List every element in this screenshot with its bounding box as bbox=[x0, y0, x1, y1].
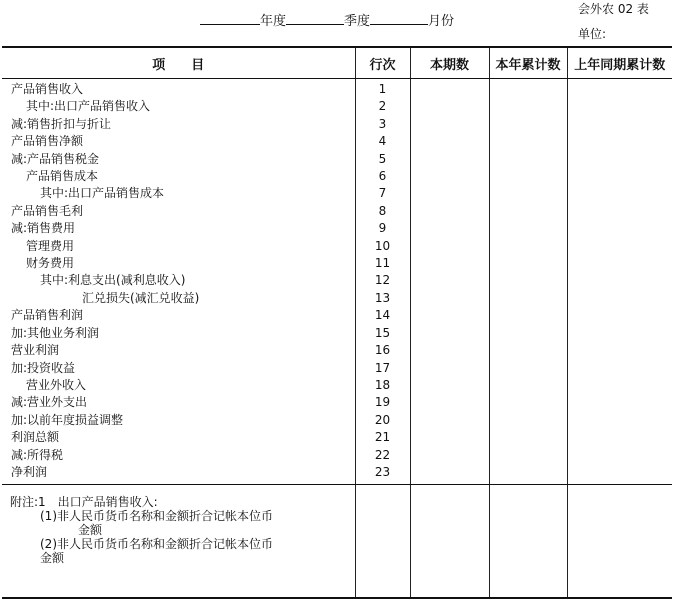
year-label: 年度 bbox=[260, 14, 287, 29]
cell-prior-ytd[interactable] bbox=[567, 203, 672, 220]
row-item: 其中:出口产品销售收入 bbox=[2, 98, 355, 115]
note-item-1-line2: 金额 bbox=[78, 523, 103, 538]
cell-prior-ytd[interactable] bbox=[567, 116, 672, 133]
table-row bbox=[2, 429, 672, 446]
row-line: 21 bbox=[355, 429, 410, 446]
cell-current[interactable] bbox=[410, 307, 489, 324]
row-line: 16 bbox=[355, 342, 410, 359]
cell-current[interactable] bbox=[410, 133, 489, 150]
cell-ytd[interactable] bbox=[489, 238, 567, 255]
cell-current[interactable] bbox=[410, 203, 489, 220]
row-item: 营业利润 bbox=[2, 342, 355, 359]
cell-ytd[interactable] bbox=[489, 220, 567, 237]
row-item: 汇兑损失(减汇兑收益) bbox=[2, 290, 355, 307]
table-header-row bbox=[2, 47, 672, 79]
note-item-2-line2: 金额 bbox=[40, 551, 65, 566]
cell-ytd[interactable] bbox=[489, 290, 567, 307]
cell-ytd[interactable] bbox=[489, 464, 567, 485]
row-line: 3 bbox=[355, 116, 410, 133]
cell-current[interactable] bbox=[410, 98, 489, 115]
cell-prior-ytd[interactable] bbox=[567, 151, 672, 168]
col-header-prior-ytd: 上年同期累计数 bbox=[567, 47, 672, 79]
table-row bbox=[2, 220, 672, 237]
quarter-label: 季度 bbox=[344, 14, 371, 29]
note-item-1 bbox=[10, 509, 355, 537]
table-row bbox=[2, 79, 672, 99]
cell-current[interactable] bbox=[410, 168, 489, 185]
table-row bbox=[2, 412, 672, 429]
cell-ytd[interactable] bbox=[489, 185, 567, 202]
table-row bbox=[2, 325, 672, 342]
cell-ytd[interactable] bbox=[489, 79, 567, 99]
cell-current[interactable] bbox=[410, 290, 489, 307]
row-item: 减:销售折扣与折让 bbox=[2, 116, 355, 133]
row-line: 9 bbox=[355, 220, 410, 237]
note-item-2-line1: (2)非人民币货币名称和金额折合记帐本位币 bbox=[40, 537, 273, 552]
cell-current[interactable] bbox=[410, 151, 489, 168]
col-header-line: 行次 bbox=[355, 47, 410, 79]
quarter-blank[interactable] bbox=[286, 12, 344, 25]
row-item: 净利润 bbox=[2, 464, 355, 485]
cell-prior-ytd[interactable] bbox=[567, 412, 672, 429]
notes-prior-ytd-cell[interactable] bbox=[567, 485, 672, 599]
table-row bbox=[2, 151, 672, 168]
row-item: 产品销售收入 bbox=[2, 79, 355, 99]
cell-prior-ytd[interactable] bbox=[567, 394, 672, 411]
table-row bbox=[2, 185, 672, 202]
row-item: 利润总额 bbox=[2, 429, 355, 446]
cell-prior-ytd[interactable] bbox=[567, 429, 672, 446]
row-line: 4 bbox=[355, 133, 410, 150]
cell-ytd[interactable] bbox=[489, 447, 567, 464]
month-label: 月份 bbox=[428, 14, 455, 29]
cell-current[interactable] bbox=[410, 394, 489, 411]
row-line: 6 bbox=[355, 168, 410, 185]
cell-prior-ytd[interactable] bbox=[567, 220, 672, 237]
cell-ytd[interactable] bbox=[489, 342, 567, 359]
notes-cell bbox=[2, 485, 355, 599]
cell-current[interactable] bbox=[410, 360, 489, 377]
notes-line-cell bbox=[355, 485, 410, 599]
cell-current[interactable] bbox=[410, 116, 489, 133]
table-row bbox=[2, 377, 672, 394]
row-item: 其中:利息支出(减利息收入) bbox=[2, 272, 355, 289]
row-line: 1 bbox=[355, 79, 410, 99]
row-line: 18 bbox=[355, 377, 410, 394]
table-row bbox=[2, 464, 672, 485]
cell-ytd[interactable] bbox=[489, 307, 567, 324]
row-line: 20 bbox=[355, 412, 410, 429]
report-period bbox=[200, 10, 454, 29]
row-line: 15 bbox=[355, 325, 410, 342]
table-row bbox=[2, 272, 672, 289]
cell-ytd[interactable] bbox=[489, 377, 567, 394]
cell-current[interactable] bbox=[410, 377, 489, 394]
cell-prior-ytd[interactable] bbox=[567, 307, 672, 324]
row-item: 管理费用 bbox=[2, 238, 355, 255]
notes-block bbox=[2, 485, 355, 565]
month-blank[interactable] bbox=[370, 12, 428, 25]
row-item: 加:投资收益 bbox=[2, 360, 355, 377]
cell-current[interactable] bbox=[410, 412, 489, 429]
table-row bbox=[2, 98, 672, 115]
cell-current[interactable] bbox=[410, 325, 489, 342]
cell-ytd[interactable] bbox=[489, 429, 567, 446]
row-line: 8 bbox=[355, 203, 410, 220]
cell-prior-ytd[interactable] bbox=[567, 168, 672, 185]
row-line: 12 bbox=[355, 272, 410, 289]
table-row bbox=[2, 168, 672, 185]
table-row bbox=[2, 290, 672, 307]
cell-current[interactable] bbox=[410, 255, 489, 272]
cell-current[interactable] bbox=[410, 185, 489, 202]
row-item: 加:以前年度损益调整 bbox=[2, 412, 355, 429]
table-row bbox=[2, 203, 672, 220]
row-line: 5 bbox=[355, 151, 410, 168]
table-row bbox=[2, 133, 672, 150]
row-item: 减:产品销售税金 bbox=[2, 151, 355, 168]
notes-row bbox=[2, 485, 672, 599]
cell-current[interactable] bbox=[410, 79, 489, 99]
cell-current[interactable] bbox=[410, 429, 489, 446]
row-item: 营业外收入 bbox=[2, 377, 355, 394]
cell-prior-ytd[interactable] bbox=[567, 464, 672, 485]
row-line: 13 bbox=[355, 290, 410, 307]
row-line: 17 bbox=[355, 360, 410, 377]
cell-ytd[interactable] bbox=[489, 325, 567, 342]
table-row bbox=[2, 447, 672, 464]
cell-current[interactable] bbox=[410, 447, 489, 464]
row-item: 其中:出口产品销售成本 bbox=[2, 185, 355, 202]
cell-prior-ytd[interactable] bbox=[567, 79, 672, 99]
notes-ytd-cell[interactable] bbox=[489, 485, 567, 599]
table-row bbox=[2, 116, 672, 133]
cell-prior-ytd[interactable] bbox=[567, 447, 672, 464]
col-header-current: 本期数 bbox=[410, 47, 489, 79]
notes-heading: 附注:1 出口产品销售收入: bbox=[10, 495, 158, 510]
unit-label: 单位: bbox=[578, 27, 607, 41]
cell-current[interactable] bbox=[410, 220, 489, 237]
cell-prior-ytd[interactable] bbox=[567, 133, 672, 150]
row-item: 加:其他业务利润 bbox=[2, 325, 355, 342]
cell-prior-ytd[interactable] bbox=[567, 255, 672, 272]
cell-prior-ytd[interactable] bbox=[567, 290, 672, 307]
cell-ytd[interactable] bbox=[489, 168, 567, 185]
row-line: 19 bbox=[355, 394, 410, 411]
row-item: 减:所得税 bbox=[2, 447, 355, 464]
cell-prior-ytd[interactable] bbox=[567, 377, 672, 394]
row-item: 财务费用 bbox=[2, 255, 355, 272]
cell-ytd[interactable] bbox=[489, 394, 567, 411]
table-row bbox=[2, 238, 672, 255]
row-line: 22 bbox=[355, 447, 410, 464]
note-item-1-line1: (1)非人民币货币名称和金额折合记帐本位币 bbox=[40, 509, 273, 524]
cell-current[interactable] bbox=[410, 464, 489, 485]
table-row bbox=[2, 394, 672, 411]
cell-prior-ytd[interactable] bbox=[567, 98, 672, 115]
cell-prior-ytd[interactable] bbox=[567, 185, 672, 202]
cell-current[interactable] bbox=[410, 342, 489, 359]
cell-prior-ytd[interactable] bbox=[567, 360, 672, 377]
row-item: 产品销售毛利 bbox=[2, 203, 355, 220]
cell-ytd[interactable] bbox=[489, 412, 567, 429]
cell-prior-ytd[interactable] bbox=[567, 272, 672, 289]
cell-prior-ytd[interactable] bbox=[567, 238, 672, 255]
cell-prior-ytd[interactable] bbox=[567, 325, 672, 342]
col-header-ytd: 本年累计数 bbox=[489, 47, 567, 79]
report-header bbox=[0, 0, 675, 46]
table-row bbox=[2, 307, 672, 324]
row-line: 2 bbox=[355, 98, 410, 115]
cell-ytd[interactable] bbox=[489, 203, 567, 220]
cell-ytd[interactable] bbox=[489, 255, 567, 272]
cell-ytd[interactable] bbox=[489, 272, 567, 289]
row-line: 10 bbox=[355, 238, 410, 255]
row-line: 11 bbox=[355, 255, 410, 272]
cell-ytd[interactable] bbox=[489, 151, 567, 168]
row-line: 7 bbox=[355, 185, 410, 202]
note-item-2 bbox=[10, 537, 355, 551]
cell-ytd[interactable] bbox=[489, 360, 567, 377]
row-item: 产品销售净额 bbox=[2, 133, 355, 150]
cell-current[interactable] bbox=[410, 272, 489, 289]
row-item: 产品销售成本 bbox=[2, 168, 355, 185]
cell-prior-ytd[interactable] bbox=[567, 342, 672, 359]
cell-current[interactable] bbox=[410, 238, 489, 255]
table-row bbox=[2, 342, 672, 359]
table-row bbox=[2, 255, 672, 272]
cell-ytd[interactable] bbox=[489, 133, 567, 150]
form-code: 会外农 02 表 bbox=[578, 2, 649, 16]
table-row bbox=[2, 360, 672, 377]
cell-ytd[interactable] bbox=[489, 98, 567, 115]
row-item: 减:销售费用 bbox=[2, 220, 355, 237]
row-item: 减:营业外支出 bbox=[2, 394, 355, 411]
income-statement-table bbox=[2, 46, 672, 599]
row-line: 14 bbox=[355, 307, 410, 324]
year-blank[interactable] bbox=[200, 12, 260, 25]
cell-ytd[interactable] bbox=[489, 116, 567, 133]
notes-current-cell[interactable] bbox=[410, 485, 489, 599]
row-line: 23 bbox=[355, 464, 410, 485]
col-header-item: 项 目 bbox=[2, 47, 355, 79]
row-item: 产品销售利润 bbox=[2, 307, 355, 324]
